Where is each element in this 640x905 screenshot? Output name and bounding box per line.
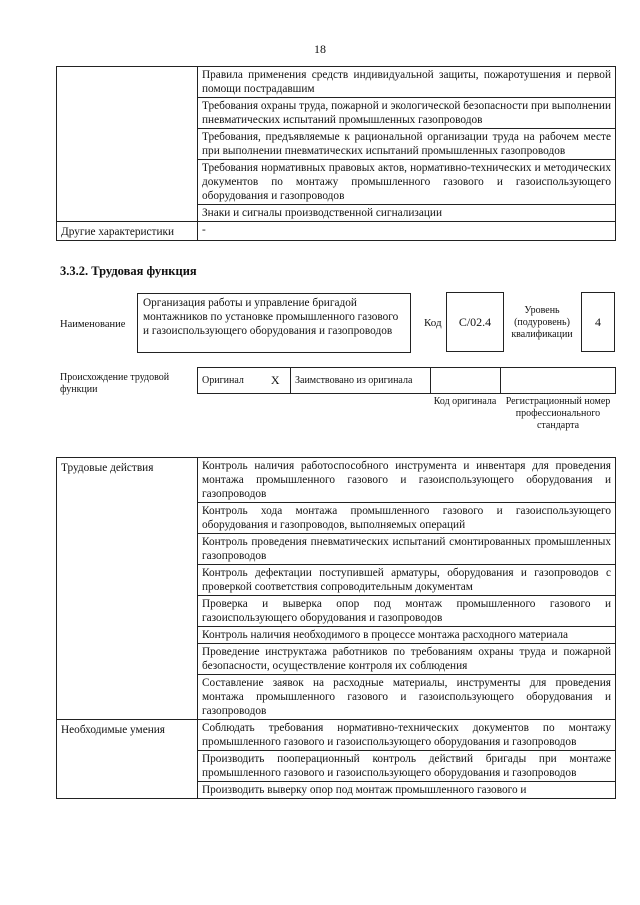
table-cell-text: Требования нормативных правовых актов, нормативно-технических и методических документов по монтажу промышленного газового и газоиспользующего оборудования и газопроводов bbox=[198, 160, 616, 205]
labor-action: Проверка и выверка опор под монтаж промышленного газового и газоиспользующего оборудования и газопроводов bbox=[198, 596, 616, 627]
page-number: 18 bbox=[314, 42, 326, 56]
table-cell-text: Знаки и сигналы производственной сигнализации bbox=[198, 205, 616, 222]
origin-borrowed-label: Заимствовано из оригинала bbox=[291, 368, 431, 394]
origin-reg-cell bbox=[501, 368, 616, 394]
labor-actions-label: Трудовые действия bbox=[57, 458, 198, 720]
table-cell-label bbox=[57, 67, 198, 222]
registration-number-caption: Регистрационный номер профессионального стандарта bbox=[505, 396, 611, 431]
original-code-caption: Код оригинала bbox=[433, 396, 497, 407]
origin-table bbox=[197, 367, 616, 394]
skill-item: Соблюдать требования нормативно-технических документов по монтажу промышленного газового и газоиспользующего оборудования и газопроводов bbox=[198, 720, 616, 751]
labor-action: Контроль наличия необходимого в процессе монтажа расходного материала bbox=[198, 627, 616, 644]
labor-function-table bbox=[56, 457, 616, 799]
labor-action: Проведение инструктажа работников по требованиям охраны труда и пожарной безопасности, осуществление контроля их соблюдения bbox=[198, 644, 616, 675]
origin-code-cell bbox=[431, 368, 501, 394]
other-characteristics-value: - bbox=[198, 222, 616, 241]
labor-action: Контроль хода монтажа промышленного газового и газоиспользующего оборудования и газопроводов, выполняемых операций bbox=[198, 503, 616, 534]
table-row bbox=[57, 458, 616, 503]
continuation-table bbox=[56, 66, 616, 241]
origin-original-label: Оригинал bbox=[198, 368, 261, 394]
labor-action: Контроль наличия работоспособного инструмента и инвентаря для проведения монтажа промышленного газового и газоиспользующего оборудования и газопроводов bbox=[198, 458, 616, 503]
section-heading: 3.3.2. Трудовая функция bbox=[60, 264, 197, 278]
function-name: Организация работы и управление бригадой монтажников по установке промышленного газового и газоиспользующего оборудования и газопроводов bbox=[137, 293, 411, 353]
other-characteristics-label: Другие характеристики bbox=[57, 222, 198, 241]
table-cell-text: Правила применения средств индивидуальной защиты, пожаротушения и первой помощи пострадавшим bbox=[198, 67, 616, 98]
table-row bbox=[57, 222, 616, 241]
skills-label: Необходимые умения bbox=[57, 720, 198, 799]
table-row bbox=[57, 720, 616, 751]
function-name-label: Наименование bbox=[60, 319, 126, 330]
function-code: C/02.4 bbox=[446, 292, 504, 352]
qualification-level-label: Уровень (подуровень) квалификации bbox=[511, 305, 573, 340]
skill-item: Производить пооперационный контроль действий бригады при монтаже промышленного газового и газоиспользующего оборудования и газопроводов bbox=[198, 751, 616, 782]
function-origin-label: Происхождение трудовой функции bbox=[60, 372, 170, 395]
origin-original-mark: X bbox=[261, 368, 291, 394]
labor-action: Составление заявок на расходные материалы, инструменты для проведения монтажа промышленного газового и газоиспользующего оборудования и газопроводов bbox=[198, 675, 616, 720]
table-row bbox=[198, 368, 616, 394]
labor-action: Контроль дефектации поступившей арматуры, оборудования и газопроводов с проверкой соответствия сопроводительным документам bbox=[198, 565, 616, 596]
table-cell-text: Требования охраны труда, пожарной и экологической безопасности при выполнении пневматических испытаний промышленных газопроводов bbox=[198, 98, 616, 129]
skill-item: Производить выверку опор под монтаж промышленного газового и bbox=[198, 782, 616, 799]
qualification-level: 4 bbox=[581, 292, 615, 352]
table-row bbox=[57, 67, 616, 98]
function-code-label: Код bbox=[424, 317, 442, 329]
labor-action: Контроль проведения пневматических испытаний смонтированных промышленных газопроводов bbox=[198, 534, 616, 565]
table-cell-text: Требования, предъявляемые к рациональной организации труда на рабочем месте при выполнении пневматических испытаний промышленных газопроводов bbox=[198, 129, 616, 160]
